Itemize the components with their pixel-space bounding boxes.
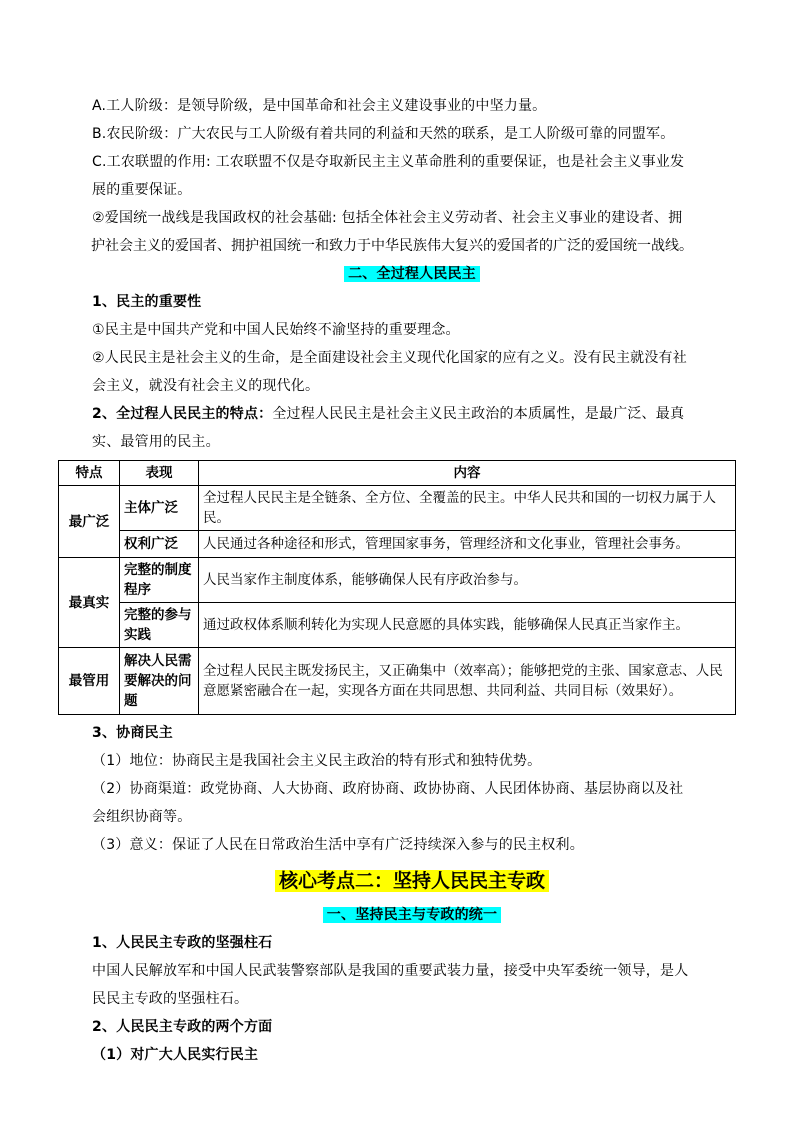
document-page bbox=[68, 92, 732, 1069]
table-row bbox=[59, 486, 736, 531]
consultative-significance: （3）意义：保证了人民在日常政治生活中享有广泛持续深入参与的民主权利。 bbox=[92, 837, 584, 853]
section-heading-text: 二、全过程人民民主 bbox=[344, 266, 480, 282]
content-cell: 通过政权体系顺利转化为实现人民意愿的具体实践，能够确保人民真正当家作主。 bbox=[199, 603, 736, 648]
show-cell: 权利广泛 bbox=[120, 531, 199, 558]
features-text: 全过程人民民主是社会主义民主政治的本质属性，是最广泛、最真 bbox=[272, 406, 685, 422]
table-header-content: 内容 bbox=[199, 461, 736, 486]
alliance-line-1: C.工农联盟的作用: 工农联盟不仅是夺取新民主主义革命胜利的重要保证，也是社会主义事业发 bbox=[92, 154, 685, 170]
subheading-democracy: （1）对广大人民实行民主 bbox=[92, 1047, 259, 1063]
features-heading: 2、全过程人民民主的特点： bbox=[92, 406, 273, 422]
alliance-line-2: 展的重要保证。 bbox=[92, 182, 192, 198]
show-cell: 解决人民需要解决的问题 bbox=[120, 648, 199, 715]
content-cell: 人民通过各种途径和形式，管理国家事务，管理经济和文化事业，管理社会事务。 bbox=[199, 531, 736, 558]
pillar-line-a: 中国人民解放军和中国人民武装警察部队是我国的重要武装力量，接受中央军委统一领导，是人 bbox=[92, 963, 689, 979]
table-row bbox=[59, 531, 736, 558]
content-cell: 全过程人民民主既发扬民主，又正确集中（效率高）；能够把党的主张、国家意志、人民意愿紧密融合在一起，实现各方面在共同思想、共同利益、共同目标（效果好）。 bbox=[199, 648, 736, 715]
core-point-title bbox=[92, 863, 732, 901]
table-header-feature: 特点 bbox=[59, 461, 120, 486]
worker-class-line: A.工人阶级：是领导阶级，是中国革命和社会主义建设事业的中坚力量。 bbox=[92, 98, 547, 114]
subheading-pillar: 1、人民民主专政的坚强柱石 bbox=[92, 935, 273, 951]
importance-line-2b: 会主义，就没有社会主义的现代化。 bbox=[92, 378, 320, 394]
show-cell: 完整的制度程序 bbox=[120, 558, 199, 603]
consultative-status: （1）地位：协商民主是我国社会主义民主政治的特有形式和独特优势。 bbox=[92, 753, 542, 769]
feature-cell: 最管用 bbox=[59, 648, 120, 715]
table-header-row bbox=[59, 461, 736, 486]
core-point-title-text: 核心考点二：坚持人民民主专政 bbox=[275, 870, 549, 892]
features-line-1 bbox=[92, 400, 732, 428]
importance-line-1: ①民主是中国共产党和中国人民始终不渝坚持的重要理念。 bbox=[92, 322, 460, 338]
consultative-channels-b: 会组织协商等。 bbox=[92, 809, 192, 825]
pillar-line-b: 民民主专政的坚强柱石。 bbox=[92, 991, 249, 1007]
table-row bbox=[59, 648, 736, 715]
subheading-consultative: 3、协商民主 bbox=[92, 725, 173, 741]
table-row bbox=[59, 603, 736, 648]
united-front-line-2: 护社会主义的爱国者、拥护祖国统一和致力于中华民族伟大复兴的爱国者的广泛的爱国统一战线。 bbox=[91, 238, 693, 254]
table-row bbox=[59, 558, 736, 603]
table-header-show: 表现 bbox=[120, 461, 199, 486]
consultative-channels-a: （2）协商渠道：政党协商、人大协商、政府协商、政协协商、人民团体协商、基层协商以及社 bbox=[92, 781, 684, 797]
core-sub-heading-text: 一、坚持民主与专政的统一 bbox=[323, 907, 501, 923]
peasant-class-line: B.农民阶级：广大农民与工人阶级有着共同的利益和天然的联系，是工人阶级可靠的同盟军。 bbox=[92, 126, 675, 142]
subheading-two-aspects: 2、人民民主专政的两个方面 bbox=[92, 1019, 273, 1035]
content-cell: 全过程人民民主是全链条、全方位、全覆盖的民主。中华人民共和国的一切权力属于人民。 bbox=[199, 486, 736, 531]
content-cell: 人民当家作主制度体系，能够确保人民有序政治参与。 bbox=[199, 558, 736, 603]
subheading-importance: 1、民主的重要性 bbox=[92, 294, 202, 310]
core-sub-heading bbox=[92, 901, 732, 929]
features-line-2: 实、最管用的民主。 bbox=[92, 434, 220, 450]
show-cell: 完整的参与实践 bbox=[120, 603, 199, 648]
features-table bbox=[58, 460, 736, 715]
section-heading bbox=[92, 260, 732, 288]
feature-cell: 最真实 bbox=[59, 558, 120, 648]
show-cell: 主体广泛 bbox=[120, 486, 199, 531]
importance-line-2a: ②人民民主是社会主义的生命，是全面建设社会主义现代化国家的应有之义。没有民主就没有社 bbox=[92, 350, 687, 366]
united-front-line-1: ②爱国统一战线是我国政权的社会基础: 包括全体社会主义劳动者、社会主义事业的建设者、拥 bbox=[92, 210, 683, 226]
feature-cell: 最广泛 bbox=[59, 486, 120, 558]
